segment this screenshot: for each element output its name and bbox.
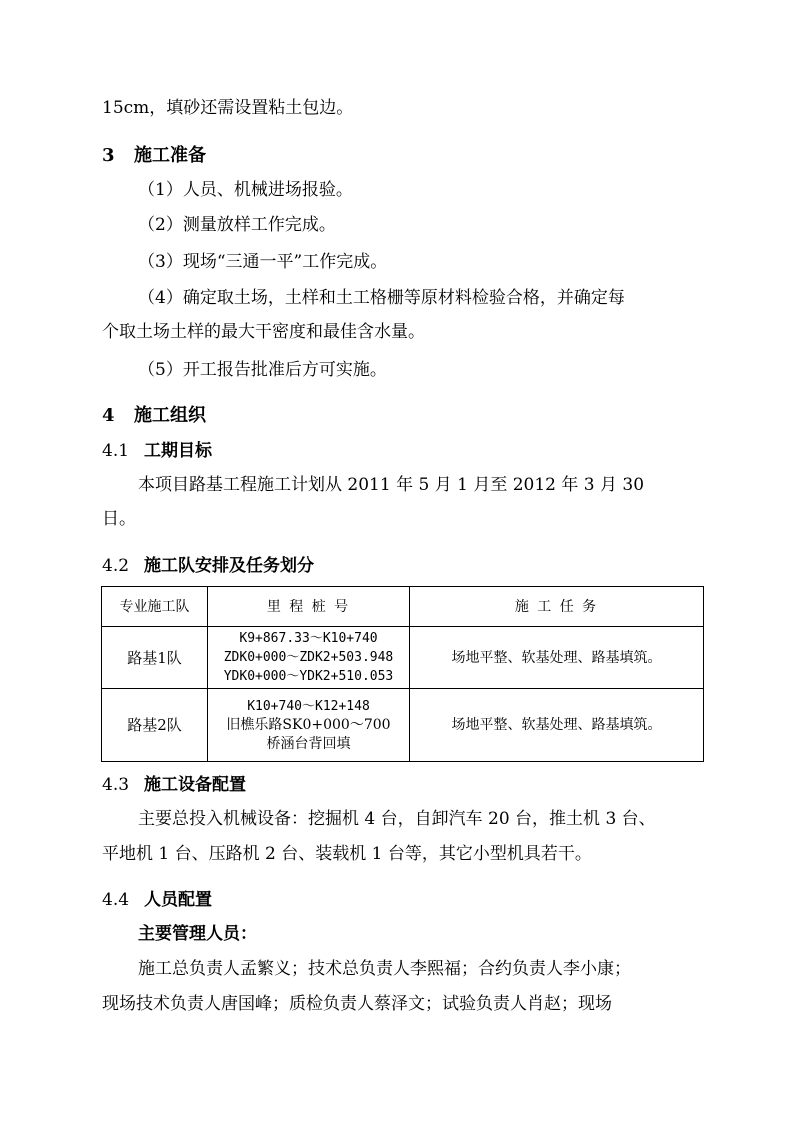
subsection-title: 施工队安排及任务划分 [144,556,314,576]
subsection-number: 4.3 [102,775,130,795]
schedule-text-line1: 本项目路基工程施工计划从 2011 年 5 月 1 月至 2012 年 3 月 30 [138,475,645,495]
table-header-row [102,587,704,627]
station-range: K9+867.33～K10+740 [239,631,378,646]
continuation-text: 15cm，填砂还需设置粘土包边。 [102,98,354,118]
station-range: ZDK0+000～ZDK2+503.948 [223,650,394,665]
stations-cell [208,627,410,689]
section-4-4-heading [102,889,702,911]
prep-item-5: （5）开工报告批准后方可实施。 [138,360,387,380]
task-cell: 场地平整、软基处理、路基填筑。 [410,689,704,762]
team-cell: 路基2队 [102,689,208,762]
personnel-text-line1: 施工总负责人孟繁义；技术总负责人李熙福；合约负责人李小康； [138,959,631,979]
equipment-text-line1: 主要总投入机械设备：挖掘机 4 台，自卸汽车 20 台，推土机 3 台、 [138,809,656,829]
schedule-text-line2: 日。 [102,509,136,529]
section-4-2-heading [102,555,702,577]
management-subheading: 主要管理人员： [138,924,257,944]
prep-item-4: （4）确定取土场，土样和土工格栅等原材料检验合格，并确定每 [138,288,625,308]
team-task-table [101,586,704,762]
prep-item-2: （2）测量放样工作完成。 [138,215,336,235]
section-4-1-heading [102,440,702,462]
station-range: YDK0+000～YDK2+510.053 [223,669,394,684]
subsection-title: 人员配置 [144,890,212,910]
station-range: 桥涵台背回填 [266,735,351,752]
header-task: 施 工 任 务 [410,587,704,627]
subsection-number: 4.1 [102,441,130,461]
table-row [102,627,704,689]
equipment-text-line2: 平地机 1 台、压路机 2 台、装载机 1 台等，其它小型机具若干。 [102,844,592,864]
prep-item-4-cont: 个取土场土样的最大干密度和最佳含水量。 [102,322,425,342]
section-number: 4 [102,405,115,426]
header-stations: 里 程 桩 号 [208,587,410,627]
subsection-title: 工期目标 [144,441,212,461]
station-range: K10+740～K12+148 [247,698,370,714]
header-team: 专业施工队 [102,587,208,627]
team-cell: 路基1队 [102,627,208,689]
table-row [102,689,704,762]
task-cell: 场地平整、软基处理、路基填筑。 [410,627,704,689]
subsection-number: 4.2 [102,556,130,576]
prep-item-3: （3）现场“三通一平”工作完成。 [138,252,388,272]
personnel-text-line2: 现场技术负责人唐国峰；质检负责人蔡泽文；试验负责人肖赵；现场 [102,994,612,1014]
section-4-3-heading [102,774,702,796]
section-title: 施工准备 [134,145,206,166]
section-number: 3 [102,145,115,166]
section-4-heading [102,405,702,427]
section-3-heading [102,145,702,167]
prep-item-1: （1）人员、机械进场报验。 [138,180,353,200]
stations-cell [208,689,410,762]
station-range: 旧樵乐路SK0+000～700 [226,716,391,733]
subsection-title: 施工设备配置 [144,775,246,795]
section-title: 施工组织 [134,405,206,426]
subsection-number: 4.4 [102,890,130,910]
